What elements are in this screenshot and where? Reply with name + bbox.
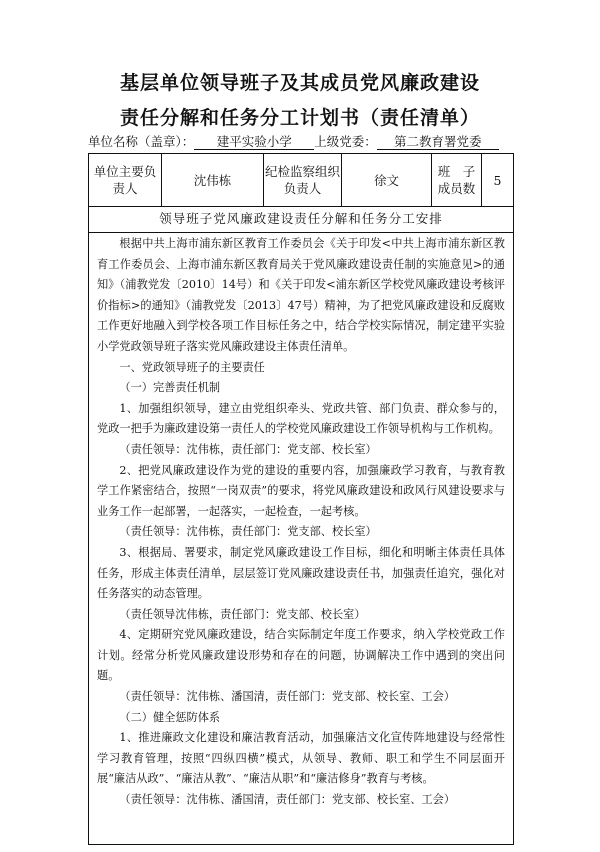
main-leader-label: 单位主要负责人	[89, 154, 162, 206]
paragraph: 2、把党风廉政建设作为党的建设的重要内容，加强廉政学习教育，与教育教学工作紧密结合，按照“一岗双责”的要求，将党风廉政建设和政风行风建设要求与业务工作一起部署，一起落实，一起检查，一起考核。	[97, 463, 505, 518]
paragraph: （责任领导：沈伟栋，责任部门：党支部、校长室）	[119, 442, 377, 456]
paragraph: （责任领导：沈伟栋，责任部门：党支部、校长室）	[119, 525, 377, 539]
document-title-line-2: 责任分解和任务分工计划书（责任清单）	[119, 107, 480, 129]
paragraph: 3、根据局、署要求，制定党风廉政建设工作目标，细化和明晰主体责任具体任务，形成主体责任清单，层层签订党风廉政建设责任书，加强责任追究，强化对任务落实的动态管理。	[97, 545, 505, 601]
paragraph: 1、推进廉政文化建设和廉洁教育活动，加强廉洁文化宣传阵地建设与经常性学习教育管理，按照“四纵四横”模式，从领导、教师、职工和学生不同层面开展“廉洁从政”、“廉洁从教”、“廉洁从职”和“廉洁修身”教育与考核。	[97, 731, 505, 786]
paragraph: 4、定期研究党风廉政建设，结合实际制定年度工作要求，纳入学校党政工作计划。经常分析党风廉政建设形势和存在的问题，协调解决工作中遇到的突出问题。	[97, 628, 505, 683]
responsibility-body	[97, 234, 505, 811]
paragraph: （责任领导：沈伟栋、潘国清，责任部门：党支部、校长室、工会）	[119, 690, 456, 704]
discipline-leader-value: 徐文	[342, 154, 432, 206]
superior-value: 第二教育署党委	[377, 135, 499, 150]
main-leader-value: 沈伟栋	[162, 154, 264, 206]
members-count-value: 5	[493, 172, 502, 188]
responsibility-table	[88, 153, 514, 845]
document-title-line-1: 基层单位领导班子及其成员党风廉政建设	[119, 72, 480, 94]
members-count-label: 班 子成员数	[432, 154, 482, 206]
paragraph: （责任领导沈伟栋，责任部门：党支部、校长室）	[119, 607, 366, 621]
discipline-leader-label: 纪检监察组织负责人	[264, 154, 342, 206]
unit-name-label: 单位名称（盖章）：	[88, 134, 195, 149]
superior-label: 上级党委：	[314, 134, 377, 149]
unit-name-value: 建平实验小学	[194, 135, 314, 150]
header-row	[89, 154, 513, 207]
paragraph: 根据中共上海市浦东新区教育工作委员会《关于印发<中共上海市浦东新区教育工作委员会、上海市浦东新区教育局关于党风廉政建设责任制的实施意见>的通知》（浦教党发〔2010〕14号）和《关于印发<浦东新区学校党风廉政建设考核评价指标>的通知》（浦教党发〔2013〕47号）精神，为了把党风廉政建设和反腐败工作更好地融入到学校各项工作目标任务之中，结合学校实际情况，制定建平实验小学党政领导班子落实党风廉政建设主体责任清单。	[97, 237, 505, 353]
unit-info-line	[88, 132, 499, 150]
paragraph: 1、加强组织领导，建立由党组织牵头、党政共管、部门负责、群众参与的，党政一把手为廉政建设第一责任人的学校党风廉政建设工作领导机构与工作机构。	[97, 401, 505, 436]
paragraph: （责任领导：沈伟栋、潘国清，责任部门：党支部、校长室、工会）	[119, 793, 456, 807]
paragraph: （二）健全惩防体系	[119, 710, 221, 724]
paragraph: 一、党政领导班子的主要责任	[119, 360, 265, 374]
section-title: 领导班子党风廉政建设责任分解和任务分工安排	[89, 206, 513, 233]
paragraph: （一）完善责任机制	[119, 381, 221, 395]
